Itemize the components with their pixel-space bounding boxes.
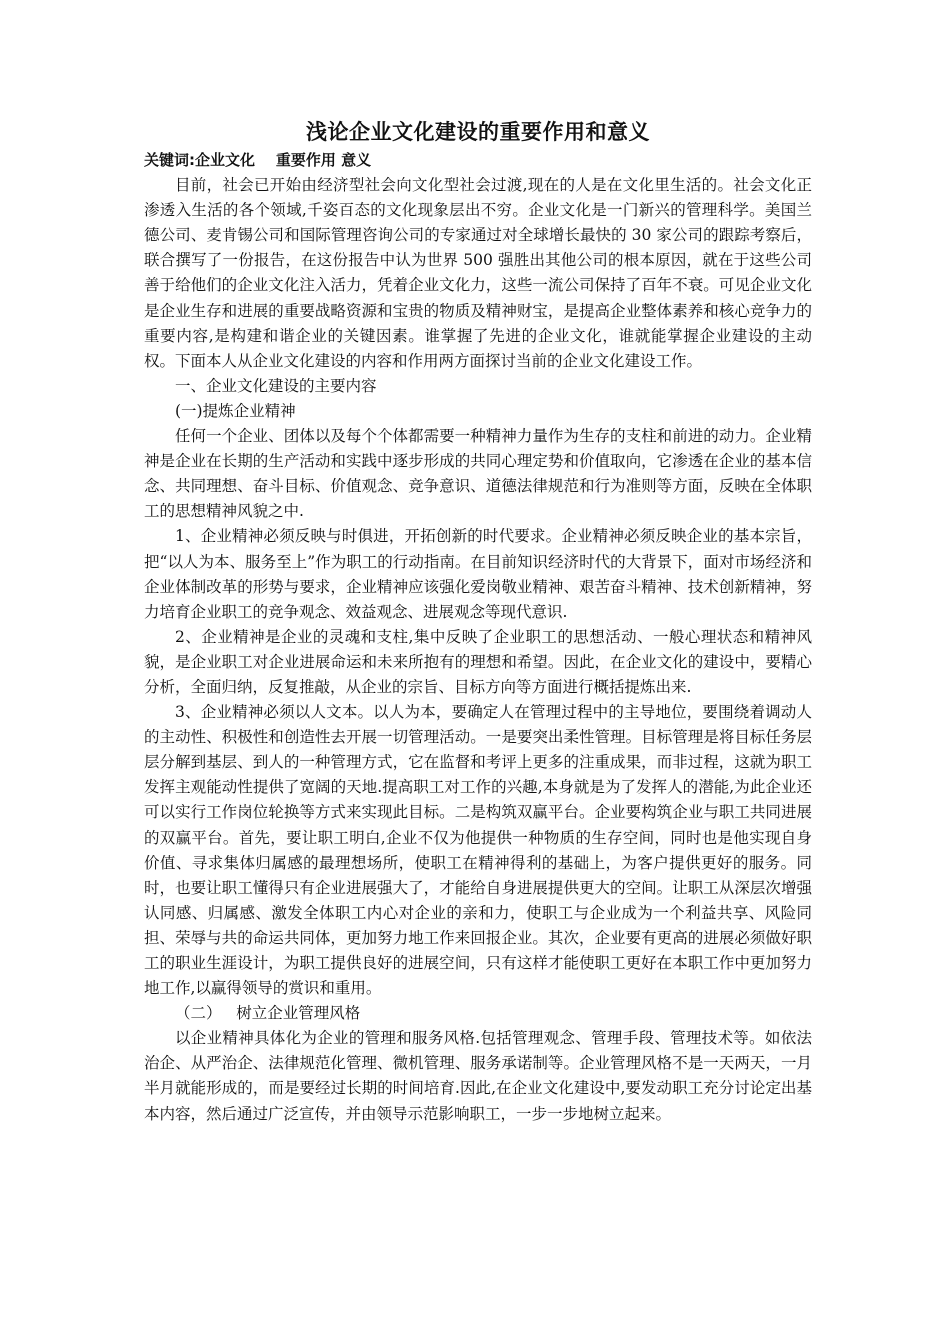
section-heading-1: 一、企业文化建设的主要内容 [175,376,377,395]
body-paragraph-point-1: 1、企业精神必须反映与时俱进，开拓创新的时代要求。企业精神必须反映企业的基本宗旨，把“以人为本、服务至上”作为职工的行动指南。在目前知识经济时代的大背景下，面对市场经济和企业体制改革的形势与要求，企业精神应该强化爱岗敬业精神、艰苦奋斗精神、技术创新精神，努力培育企业职工的竞争观念、效益观念、进展观念等现代意识. [144,527,812,621]
intro-paragraph: 目前，社会已开始由经济型社会向文化型社会过渡,现在的人是在文化里生活的。社会文化正渗透入生活的各个领域,千姿百态的文化现象层出不穷。企业文化是一门新兴的管理科学。美国兰德公司、麦肯锡公司和国际管理咨询公司的专家通过对全球增长最快的 30 家公司的跟踪考察后，联合撰写了一份报告，在这份报告中认为世界 500 强胜出其他公司的根本原因，就在于这些公司善于给他们的企业文化注入活力，凭着企业文化力，这些一流公司保持了百年不衰。可见企业文化是企业生存和进展的重要战略资源和宝贵的物质及精神财宝，是提高企业整体素养和核心竞争力的重要内容,是构建和谐企业的关键因素。谁掌握了先进的企业文化，谁就能掌握企业建设的主动权。下面本人从企业文化建设的内容和作用两方面探讨当前的企业文化建设工作。 [144,176,812,370]
body-paragraph: 任何一个企业、团体以及每个个体都需要一种精神力量作为生存的支柱和前进的动力。企业精神是企业在长期的生产活动和实践中逐步形成的共同心理定势和价值取向，它渗透在企业的基本信念、共同理想、奋斗目标、价值观念、竞争意识、道德法律规范和行为准则等方面，反映在全体职工的思想精神风貌之中. [144,427,812,521]
body-paragraph-point-3: 3、企业精神必须以人文本。以人为本，要确定人在管理过程中的主导地位，要围绕着调动人的主动性、积极性和创造性去开展一切管理活动。一是要突出柔性管理。目标管理是将目标任务层层分解到基层、到人的一种管理方式，它在监督和考评上更多的注重成果，而非过程，这就为职工发挥主观能动性提供了宽阔的天地.提高职工对工作的兴趣,本身就是为了发挥人的潜能,为此企业还可以实行工作岗位轮换等方式来实现此目标。二是构筑双赢平台。企业要构筑企业与职工共同进展的双赢平台。首先，要让职工明白,企业不仅为他提供一种物质的生存空间，同时也是他实现自身价值、寻求集体归属感的最理想场所，使职工在精神得利的基础上，为客户提供更好的服务。同时，也要让职工懂得只有企业进展强大了，才能给自身进展提供更大的空间。让职工从深层次增强认同感、归属感、激发全体职工内心对企业的亲和力，使职工与企业成为一个利益共享、风险同担、荣辱与共的命运共同体，更加努力地工作来回报企业。其次，企业要有更高的进展必须做好职工的职业生涯设计，为职工提供良好的进展空间，只有这样才能使职工更好在本职工作中更加努力地工作,以赢得领导的赏识和重用。 [144,703,812,998]
keywords-line: 关键词:企业文化 重要作用 意义 [144,151,372,169]
body-paragraph-point-2: 2、企业精神是企业的灵魂和支柱,集中反映了企业职工的思想活动、一般心理状态和精神风貌，是企业职工对企业进展命运和未来所抱有的理想和希望。因此，在企业文化的建设中，要精心分析，全面归纳，反复推敲，从企业的宗旨、目标方向等方面进行概括提炼出来. [144,627,812,696]
subsection-heading-1: (一)提炼企业精神 [175,401,296,420]
subsection-heading-2: （二） 树立企业管理风格 [175,1004,361,1023]
document-page [144,118,812,1127]
document-title: 浅论企业文化建设的重要作用和意义 [306,120,650,144]
body-paragraph-management: 以企业精神具体化为企业的管理和服务风格.包括管理观念、管理手段、管理技术等。如依法治企、从严治企、法律规范化管理、微机管理、服务承诺制等。企业管理风格不是一天两天，一月半月就能形成的，而是要经过长期的时间培育.因此,在企业文化建设中,要发动职工充分讨论定出基本内容，然后通过广泛宣传，并由领导示范影响职工，一步一步地树立起来。 [144,1029,812,1123]
